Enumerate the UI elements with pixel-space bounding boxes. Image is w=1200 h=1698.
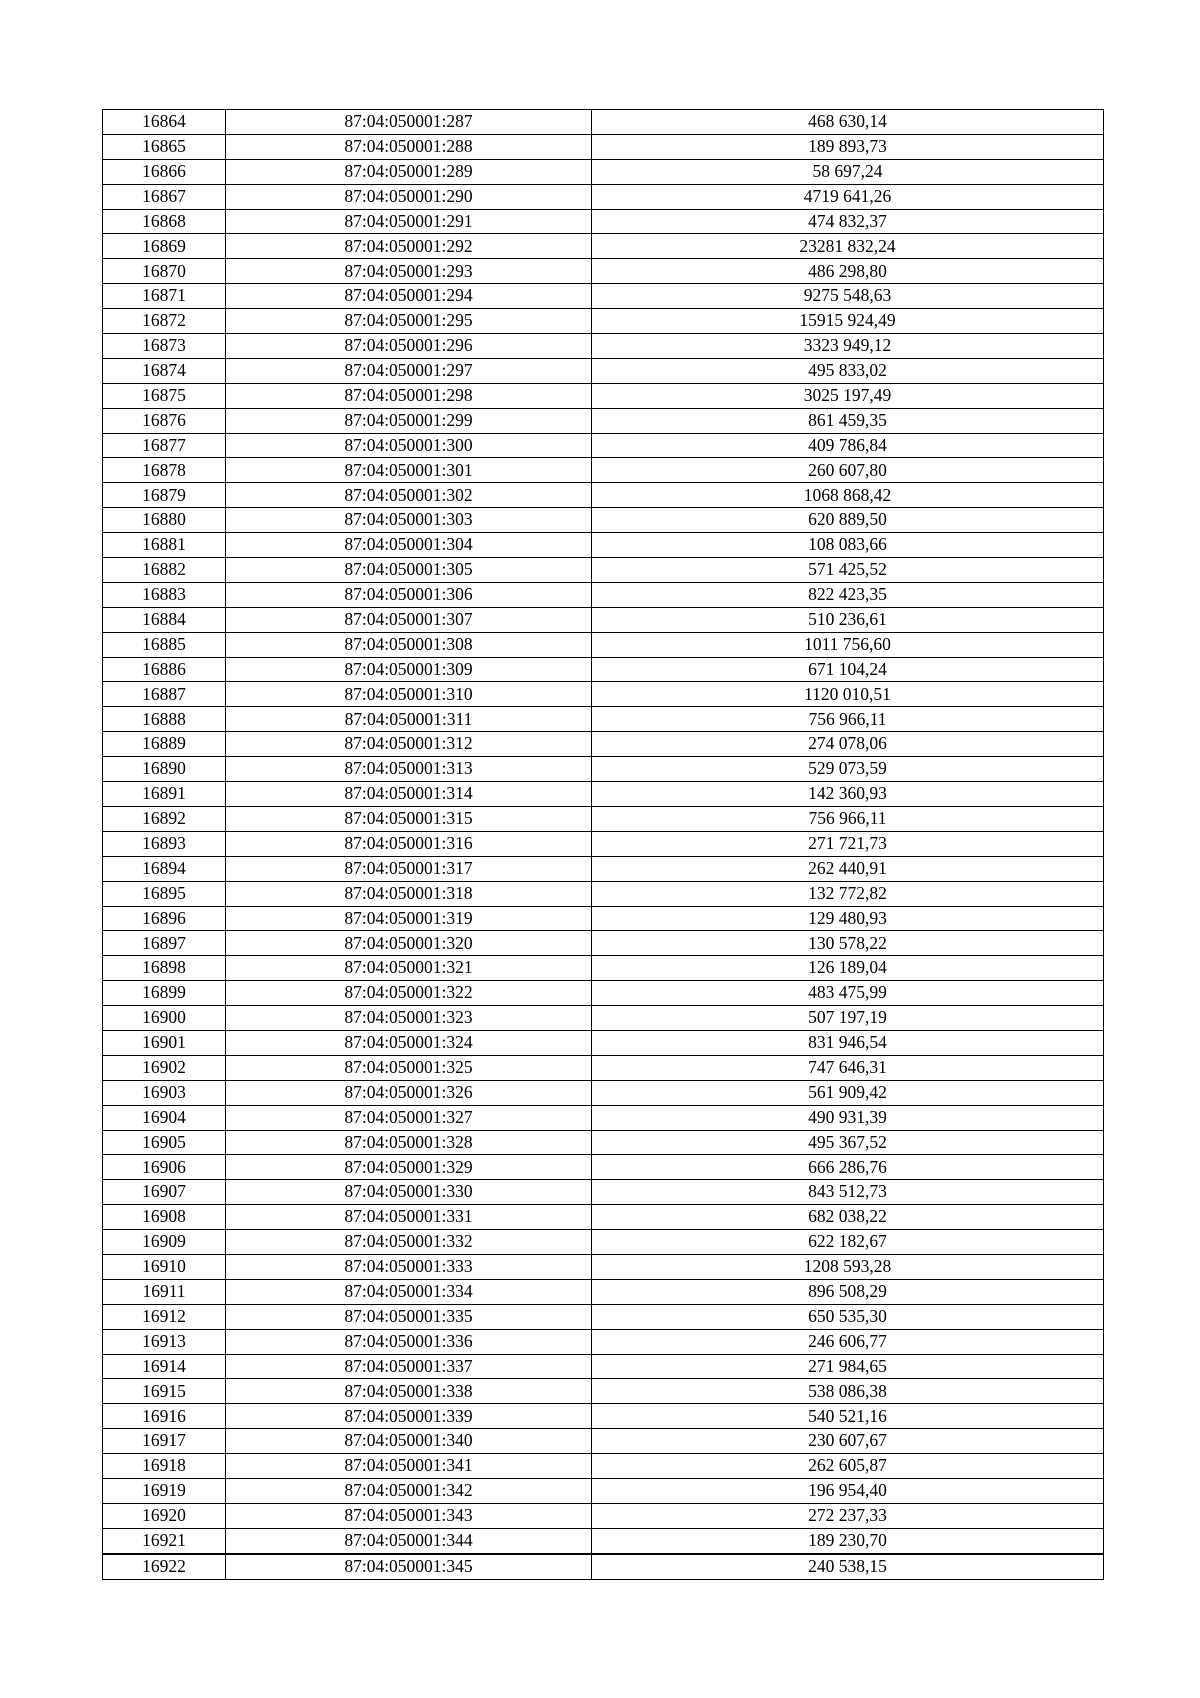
- cadastral-value-cell: 666 286,76: [592, 1155, 1104, 1180]
- table-row: [103, 607, 1104, 632]
- row-number-cell: 16887: [103, 682, 226, 707]
- row-number-cell: 16888: [103, 707, 226, 732]
- cadastral-value-cell: 58 697,24: [592, 159, 1104, 184]
- row-number-cell: 16886: [103, 657, 226, 682]
- cadastral-value-cell: 822 423,35: [592, 582, 1104, 607]
- row-number-cell: 16893: [103, 831, 226, 856]
- cadastral-number-cell: 87:04:050001:310: [226, 682, 592, 707]
- cadastral-value-cell: 271 984,65: [592, 1354, 1104, 1379]
- row-number-cell: 16865: [103, 134, 226, 159]
- cadastral-value-cell: 274 078,06: [592, 732, 1104, 757]
- cadastral-number-cell: 87:04:050001:340: [226, 1429, 592, 1454]
- table-row: [103, 533, 1104, 558]
- row-number-cell: 16872: [103, 309, 226, 334]
- cadastral-value-cell: 510 236,61: [592, 607, 1104, 632]
- table-row: [103, 1055, 1104, 1080]
- cadastral-number-cell: 87:04:050001:299: [226, 408, 592, 433]
- row-number-cell: 16920: [103, 1503, 226, 1528]
- table-row: [103, 1404, 1104, 1429]
- row-number-cell: 16916: [103, 1404, 226, 1429]
- row-number-cell: 16921: [103, 1528, 226, 1553]
- row-number-cell: 16880: [103, 508, 226, 533]
- cadastral-value-cell: 260 607,80: [592, 458, 1104, 483]
- row-number-cell: 16902: [103, 1055, 226, 1080]
- cadastral-value-cell: 861 459,35: [592, 408, 1104, 433]
- cadastral-number-cell: 87:04:050001:311: [226, 707, 592, 732]
- cadastral-value-cell: 272 237,33: [592, 1503, 1104, 1528]
- table-row: [103, 1429, 1104, 1454]
- cadastral-number-cell: 87:04:050001:343: [226, 1503, 592, 1528]
- cadastral-value-cell: 230 607,67: [592, 1429, 1104, 1454]
- cadastral-number-cell: 87:04:050001:290: [226, 184, 592, 209]
- row-number-cell: 16909: [103, 1230, 226, 1255]
- cadastral-number-cell: 87:04:050001:303: [226, 508, 592, 533]
- cadastral-number-cell: 87:04:050001:291: [226, 209, 592, 234]
- table-row: [103, 582, 1104, 607]
- cadastral-number-cell: 87:04:050001:302: [226, 483, 592, 508]
- row-number-cell: 16874: [103, 358, 226, 383]
- cadastral-value-cell: 507 197,19: [592, 1006, 1104, 1031]
- table-row: [103, 110, 1104, 135]
- table-row: [103, 1279, 1104, 1304]
- cadastral-number-cell: 87:04:050001:305: [226, 558, 592, 583]
- cadastral-number-cell: 87:04:050001:320: [226, 931, 592, 956]
- cadastral-value-cell: 490 931,39: [592, 1105, 1104, 1130]
- table-row: [103, 931, 1104, 956]
- cadastral-value-cell: 262 605,87: [592, 1454, 1104, 1479]
- cadastral-number-cell: 87:04:050001:288: [226, 134, 592, 159]
- cadastral-number-cell: 87:04:050001:301: [226, 458, 592, 483]
- table-row: [103, 334, 1104, 359]
- row-number-cell: 16906: [103, 1155, 226, 1180]
- table-row: [103, 209, 1104, 234]
- table-row: [103, 1379, 1104, 1404]
- table-row: [103, 309, 1104, 334]
- row-number-cell: 16876: [103, 408, 226, 433]
- row-number-cell: 16911: [103, 1279, 226, 1304]
- row-number-cell: 16910: [103, 1254, 226, 1279]
- cadastral-number-cell: 87:04:050001:304: [226, 533, 592, 558]
- table-row: [103, 1329, 1104, 1354]
- row-number-cell: 16897: [103, 931, 226, 956]
- row-number-cell: 16901: [103, 1030, 226, 1055]
- row-number-cell: 16868: [103, 209, 226, 234]
- cadastral-number-cell: 87:04:050001:307: [226, 607, 592, 632]
- table-row: [103, 458, 1104, 483]
- cadastral-value-cell: 271 721,73: [592, 831, 1104, 856]
- table-row: [103, 707, 1104, 732]
- cadastral-value-cell: 246 606,77: [592, 1329, 1104, 1354]
- row-number-cell: 16917: [103, 1429, 226, 1454]
- cadastral-value-cell: 561 909,42: [592, 1080, 1104, 1105]
- table-row: [103, 1030, 1104, 1055]
- table-row: [103, 1254, 1104, 1279]
- table-row: [103, 757, 1104, 782]
- table-row: [103, 1478, 1104, 1503]
- table-row: [103, 1354, 1104, 1379]
- table-row: [103, 1554, 1104, 1579]
- table-row: [103, 508, 1104, 533]
- cadastral-number-cell: 87:04:050001:287: [226, 110, 592, 135]
- cadastral-value-cell: 108 083,66: [592, 533, 1104, 558]
- cadastral-number-cell: 87:04:050001:329: [226, 1155, 592, 1180]
- cadastral-value-cell: 126 189,04: [592, 956, 1104, 981]
- table-row: [103, 632, 1104, 657]
- row-number-cell: 16889: [103, 732, 226, 757]
- row-number-cell: 16894: [103, 856, 226, 881]
- table-row: [103, 184, 1104, 209]
- row-number-cell: 16896: [103, 906, 226, 931]
- cadastral-value-cell: 650 535,30: [592, 1304, 1104, 1329]
- cadastral-number-cell: 87:04:050001:292: [226, 234, 592, 259]
- cadastral-number-cell: 87:04:050001:321: [226, 956, 592, 981]
- cadastral-number-cell: 87:04:050001:336: [226, 1329, 592, 1354]
- cadastral-value-cell: 240 538,15: [592, 1554, 1104, 1579]
- table-row: [103, 1528, 1104, 1553]
- row-number-cell: 16912: [103, 1304, 226, 1329]
- table-row: [103, 806, 1104, 831]
- row-number-cell: 16891: [103, 782, 226, 807]
- cadastral-value-cell: 529 073,59: [592, 757, 1104, 782]
- cadastral-number-cell: 87:04:050001:341: [226, 1454, 592, 1479]
- cadastral-value-cell: 129 480,93: [592, 906, 1104, 931]
- table-row: [103, 682, 1104, 707]
- cadastral-number-cell: 87:04:050001:335: [226, 1304, 592, 1329]
- cadastral-number-cell: 87:04:050001:337: [226, 1354, 592, 1379]
- cadastral-number-cell: 87:04:050001:296: [226, 334, 592, 359]
- cadastral-number-cell: 87:04:050001:308: [226, 632, 592, 657]
- row-number-cell: 16899: [103, 981, 226, 1006]
- row-number-cell: 16870: [103, 259, 226, 284]
- row-number-cell: 16878: [103, 458, 226, 483]
- cadastral-value-cell: 468 630,14: [592, 110, 1104, 135]
- table-row: [103, 433, 1104, 458]
- row-number-cell: 16884: [103, 607, 226, 632]
- cadastral-number-cell: 87:04:050001:328: [226, 1130, 592, 1155]
- table-row: [103, 159, 1104, 184]
- table-row: [103, 831, 1104, 856]
- cadastral-number-cell: 87:04:050001:331: [226, 1205, 592, 1230]
- row-number-cell: 16866: [103, 159, 226, 184]
- cadastral-value-cell: 495 833,02: [592, 358, 1104, 383]
- table-row: [103, 657, 1104, 682]
- row-number-cell: 16869: [103, 234, 226, 259]
- row-number-cell: 16898: [103, 956, 226, 981]
- cadastral-number-cell: 87:04:050001:324: [226, 1030, 592, 1055]
- cadastral-value-cell: 682 038,22: [592, 1205, 1104, 1230]
- row-number-cell: 16875: [103, 383, 226, 408]
- cadastral-number-cell: 87:04:050001:313: [226, 757, 592, 782]
- cadastral-value-cell: 1068 868,42: [592, 483, 1104, 508]
- row-number-cell: 16905: [103, 1130, 226, 1155]
- row-number-cell: 16907: [103, 1180, 226, 1205]
- cadastral-number-cell: 87:04:050001:334: [226, 1279, 592, 1304]
- cadastral-value-cell: 23281 832,24: [592, 234, 1104, 259]
- table-row: [103, 906, 1104, 931]
- cadastral-number-cell: 87:04:050001:330: [226, 1180, 592, 1205]
- table-body: [103, 110, 1104, 1580]
- cadastral-number-cell: 87:04:050001:326: [226, 1080, 592, 1105]
- cadastral-value-cell: 1120 010,51: [592, 682, 1104, 707]
- table-row: [103, 732, 1104, 757]
- cadastral-value-cell: 483 475,99: [592, 981, 1104, 1006]
- cadastral-value-cell: 3025 197,49: [592, 383, 1104, 408]
- cadastral-number-cell: 87:04:050001:298: [226, 383, 592, 408]
- cadastral-value-cell: 132 772,82: [592, 881, 1104, 906]
- cadastral-value-cell: 831 946,54: [592, 1030, 1104, 1055]
- row-number-cell: 16864: [103, 110, 226, 135]
- table-row: [103, 408, 1104, 433]
- table-row: [103, 1130, 1104, 1155]
- table-row: [103, 881, 1104, 906]
- cadastral-value-cell: 756 966,11: [592, 707, 1104, 732]
- table-row: [103, 1006, 1104, 1031]
- row-number-cell: 16885: [103, 632, 226, 657]
- table-row: [103, 782, 1104, 807]
- cadastral-value-cell: 142 360,93: [592, 782, 1104, 807]
- table-row: [103, 284, 1104, 309]
- cadastral-value-cell: 196 954,40: [592, 1478, 1104, 1503]
- cadastral-value-cell: 671 104,24: [592, 657, 1104, 682]
- cadastral-number-cell: 87:04:050001:309: [226, 657, 592, 682]
- cadastral-value-cell: 622 182,67: [592, 1230, 1104, 1255]
- row-number-cell: 16918: [103, 1454, 226, 1479]
- cadastral-number-cell: 87:04:050001:333: [226, 1254, 592, 1279]
- row-number-cell: 16881: [103, 533, 226, 558]
- cadastral-number-cell: 87:04:050001:293: [226, 259, 592, 284]
- cadastral-number-cell: 87:04:050001:314: [226, 782, 592, 807]
- cadastral-value-cell: 4719 641,26: [592, 184, 1104, 209]
- cadastral-value-cell: 620 889,50: [592, 508, 1104, 533]
- table-row: [103, 956, 1104, 981]
- row-number-cell: 16919: [103, 1478, 226, 1503]
- cadastral-number-cell: 87:04:050001:312: [226, 732, 592, 757]
- table-row: [103, 981, 1104, 1006]
- row-number-cell: 16908: [103, 1205, 226, 1230]
- cadastral-value-cell: 896 508,29: [592, 1279, 1104, 1304]
- cadastral-value-cell: 747 646,31: [592, 1055, 1104, 1080]
- cadastral-number-cell: 87:04:050001:297: [226, 358, 592, 383]
- row-number-cell: 16892: [103, 806, 226, 831]
- cadastral-number-cell: 87:04:050001:295: [226, 309, 592, 334]
- row-number-cell: 16915: [103, 1379, 226, 1404]
- table-row: [103, 358, 1104, 383]
- cadastral-number-cell: 87:04:050001:294: [226, 284, 592, 309]
- cadastral-value-cell: 756 966,11: [592, 806, 1104, 831]
- cadastral-number-cell: 87:04:050001:317: [226, 856, 592, 881]
- row-number-cell: 16922: [103, 1554, 226, 1579]
- cadastral-number-cell: 87:04:050001:332: [226, 1230, 592, 1255]
- cadastral-number-cell: 87:04:050001:322: [226, 981, 592, 1006]
- cadastral-value-cell: 540 521,16: [592, 1404, 1104, 1429]
- table-row: [103, 1454, 1104, 1479]
- cadastral-value-cell: 571 425,52: [592, 558, 1104, 583]
- table-row: [103, 1155, 1104, 1180]
- cadastral-value-cell: 474 832,37: [592, 209, 1104, 234]
- cadastral-number-cell: 87:04:050001:342: [226, 1478, 592, 1503]
- cadastral-number-cell: 87:04:050001:316: [226, 831, 592, 856]
- cadastral-value-cell: 486 298,80: [592, 259, 1104, 284]
- cadastral-number-cell: 87:04:050001:339: [226, 1404, 592, 1429]
- cadastral-number-cell: 87:04:050001:344: [226, 1528, 592, 1553]
- cadastral-value-cell: 843 512,73: [592, 1180, 1104, 1205]
- cadastral-number-cell: 87:04:050001:289: [226, 159, 592, 184]
- cadastral-number-cell: 87:04:050001:300: [226, 433, 592, 458]
- cadastral-number-cell: 87:04:050001:345: [226, 1554, 592, 1579]
- table-row: [103, 259, 1104, 284]
- cadastral-value-cell: 409 786,84: [592, 433, 1104, 458]
- row-number-cell: 16890: [103, 757, 226, 782]
- row-number-cell: 16913: [103, 1329, 226, 1354]
- table-row: [103, 856, 1104, 881]
- table-row: [103, 383, 1104, 408]
- table-row: [103, 1180, 1104, 1205]
- cadastral-number-cell: 87:04:050001:325: [226, 1055, 592, 1080]
- cadastral-number-cell: 87:04:050001:318: [226, 881, 592, 906]
- table-row: [103, 134, 1104, 159]
- row-number-cell: 16867: [103, 184, 226, 209]
- cadastral-value-cell: 15915 924,49: [592, 309, 1104, 334]
- cadastral-value-cell: 495 367,52: [592, 1130, 1104, 1155]
- cadastral-value-cell: 189 893,73: [592, 134, 1104, 159]
- table-row: [103, 1230, 1104, 1255]
- row-number-cell: 16903: [103, 1080, 226, 1105]
- cadastral-value-cell: 1011 756,60: [592, 632, 1104, 657]
- row-number-cell: 16904: [103, 1105, 226, 1130]
- cadastral-number-cell: 87:04:050001:327: [226, 1105, 592, 1130]
- table-row: [103, 1304, 1104, 1329]
- table-row: [103, 1105, 1104, 1130]
- row-number-cell: 16879: [103, 483, 226, 508]
- row-number-cell: 16914: [103, 1354, 226, 1379]
- cadastral-number-cell: 87:04:050001:338: [226, 1379, 592, 1404]
- cadastral-number-cell: 87:04:050001:315: [226, 806, 592, 831]
- table-row: [103, 1080, 1104, 1105]
- row-number-cell: 16900: [103, 1006, 226, 1031]
- cadastral-number-cell: 87:04:050001:323: [226, 1006, 592, 1031]
- row-number-cell: 16895: [103, 881, 226, 906]
- cadastral-value-cell: 189 230,70: [592, 1528, 1104, 1553]
- cadastral-value-cell: 9275 548,63: [592, 284, 1104, 309]
- row-number-cell: 16871: [103, 284, 226, 309]
- cadastral-number-cell: 87:04:050001:319: [226, 906, 592, 931]
- cadastral-value-cell: 538 086,38: [592, 1379, 1104, 1404]
- cadastral-value-cell: 1208 593,28: [592, 1254, 1104, 1279]
- table-row: [103, 1503, 1104, 1528]
- cadastral-value-cell: 262 440,91: [592, 856, 1104, 881]
- row-number-cell: 16883: [103, 582, 226, 607]
- table-row: [103, 483, 1104, 508]
- row-number-cell: 16873: [103, 334, 226, 359]
- table-row: [103, 558, 1104, 583]
- cadastral-value-cell: 3323 949,12: [592, 334, 1104, 359]
- row-number-cell: 16877: [103, 433, 226, 458]
- cadastral-value-cell: 130 578,22: [592, 931, 1104, 956]
- row-number-cell: 16882: [103, 558, 226, 583]
- cadastral-number-cell: 87:04:050001:306: [226, 582, 592, 607]
- table-row: [103, 1205, 1104, 1230]
- cadastral-value-table: [102, 109, 1104, 1580]
- table-row: [103, 234, 1104, 259]
